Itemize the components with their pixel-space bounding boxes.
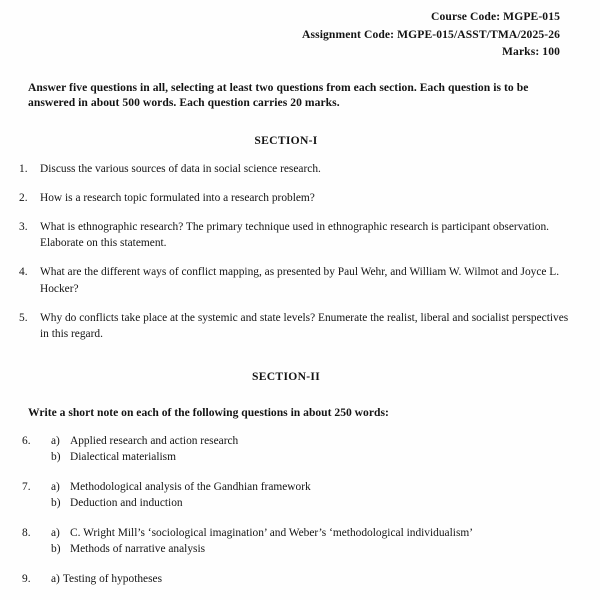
short-note-item <box>51 449 574 466</box>
section-two-question-list <box>0 433 600 588</box>
item-label: a) <box>51 526 60 539</box>
question-row <box>0 310 600 343</box>
short-note-item <box>51 495 574 512</box>
general-instruction: Answer five questions in all, selecting at least two questions from each section. Each question is to be answered in about 500 words. Each question carries 20 marks. <box>28 80 529 109</box>
short-note-row <box>0 525 600 558</box>
item-label: a) <box>51 572 60 585</box>
assignment-code: Assignment Code: MGPE-015/ASST/TMA/2025-26 <box>302 27 560 41</box>
section-one-heading: SECTION-I <box>254 133 318 147</box>
question-number: 1. <box>19 162 28 175</box>
item-text: C. Wright Mill’s ‘sociological imagination’ and Weber’s ‘methodological individualism’ <box>70 526 474 539</box>
short-note-item <box>51 433 574 450</box>
question-row <box>0 161 600 178</box>
marks: Marks: 100 <box>502 45 560 58</box>
question-number: 7. <box>22 480 31 493</box>
short-note-items <box>51 571 600 588</box>
section-one-question-list <box>0 161 600 343</box>
short-note-row <box>0 433 600 466</box>
document-header <box>0 0 600 61</box>
question-number: 3. <box>19 220 28 233</box>
question-text: How is a research topic formulated into a research problem? <box>40 191 315 204</box>
question-number: 2. <box>19 191 28 204</box>
question-text: Discuss the various sources of data in social science research. <box>40 162 321 175</box>
question-row <box>0 264 600 297</box>
short-note-items <box>51 525 600 558</box>
short-note-item <box>51 541 574 558</box>
section-two-heading: SECTION-II <box>251 369 321 383</box>
question-number: 8. <box>22 526 31 539</box>
item-label: b) <box>51 543 61 555</box>
item-text: Methods of narrative analysis <box>70 543 206 555</box>
question-number: 5. <box>19 311 28 324</box>
item-text: Testing of hypotheses <box>62 572 163 585</box>
item-text: Deduction and induction <box>70 497 183 509</box>
short-note-row <box>0 479 600 512</box>
item-label: b) <box>51 497 61 509</box>
item-label: b) <box>51 451 61 463</box>
item-text: Applied research and action research <box>70 434 239 447</box>
short-note-row <box>0 571 600 588</box>
question-text: What are the different ways of conflict mapping, as presented by Paul Wehr, and William W. Wilmot and Joyce L. Hocker? <box>40 266 560 295</box>
question-row <box>0 190 600 207</box>
short-note-items <box>51 479 600 512</box>
section-two-note: Write a short note on each of the following questions in about 250 words: <box>28 405 389 419</box>
question-text: What is ethnographic research? The primary technique used in ethnographic research is participant observation. Elaborate on this statement. <box>40 220 550 249</box>
short-note-item <box>51 571 574 588</box>
item-text: Methodological analysis of the Gandhian framework <box>70 480 311 493</box>
question-number: 6. <box>22 434 31 447</box>
question-row <box>0 219 600 252</box>
question-text: Why do conflicts take place at the systemic and state levels? Enumerate the realist, liberal and socialist perspectives in this regard. <box>40 311 569 340</box>
question-number: 9. <box>22 572 31 585</box>
question-number: 4. <box>19 266 28 278</box>
short-note-items <box>51 433 600 466</box>
item-label: a) <box>51 434 60 447</box>
course-code: Course Code: MGPE-015 <box>431 10 560 23</box>
item-text: Dialectical materialism <box>70 451 176 463</box>
item-label: a) <box>51 480 60 493</box>
short-note-item <box>51 525 574 542</box>
short-note-item <box>51 479 574 496</box>
